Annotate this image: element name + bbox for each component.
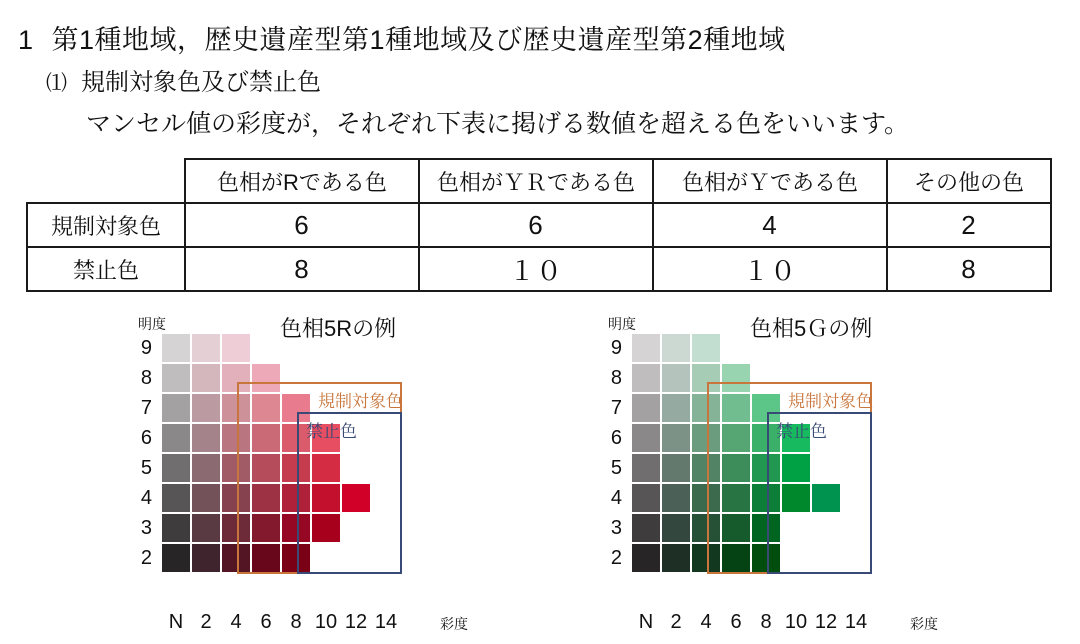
y-axis-tick: 9 bbox=[610, 337, 622, 359]
color-swatch bbox=[192, 514, 220, 542]
chart-title: 色相5Rの例 bbox=[280, 316, 397, 341]
forbidden-region-tag: 禁止色 bbox=[776, 421, 827, 441]
color-swatch bbox=[632, 484, 660, 512]
chart-title: 色相5Ｇの例 bbox=[750, 316, 873, 341]
x-axis-tick: 14 bbox=[844, 611, 868, 633]
heading-title: 第1種地域，歴史遺産型第1種地域及び歴史遺産型第2種地域 bbox=[51, 25, 786, 55]
cell-regulated-r: 6 bbox=[185, 203, 419, 247]
x-axis-label: 彩度 bbox=[440, 616, 468, 632]
table-header-hue-y: 色相がＹである色 bbox=[653, 159, 887, 203]
color-swatch bbox=[162, 484, 190, 512]
color-swatch bbox=[662, 484, 690, 512]
y-axis-tick: 2 bbox=[140, 547, 152, 569]
table-header-other: その他の色 bbox=[887, 159, 1051, 203]
color-swatch bbox=[632, 364, 660, 392]
y-axis-tick: 3 bbox=[610, 517, 622, 539]
x-axis-tick: 4 bbox=[230, 611, 242, 633]
cell-forbidden-r: 8 bbox=[185, 247, 419, 291]
table-row bbox=[27, 203, 1051, 247]
x-axis-label: 彩度 bbox=[910, 616, 938, 632]
color-swatch bbox=[632, 334, 660, 362]
y-axis-tick: 4 bbox=[610, 487, 622, 509]
y-axis-label: 明度 bbox=[138, 316, 166, 332]
x-axis-tick: 10 bbox=[784, 611, 808, 633]
color-swatch bbox=[632, 454, 660, 482]
color-swatch bbox=[162, 394, 190, 422]
section-heading bbox=[46, 62, 321, 97]
color-swatch bbox=[662, 514, 690, 542]
cell-regulated-yr: 6 bbox=[419, 203, 653, 247]
cell-forbidden-yr: １０ bbox=[419, 247, 653, 291]
y-axis-tick: 5 bbox=[140, 457, 152, 479]
heading-number: 1 bbox=[18, 25, 34, 55]
color-swatch bbox=[192, 334, 220, 362]
table-header-hue-r: 色相がRである色 bbox=[185, 159, 419, 203]
lead-paragraph: マンセル値の彩度が，それぞれ下表に掲げる数値を超える色をいいます。 bbox=[86, 110, 910, 138]
y-axis-tick: 2 bbox=[610, 547, 622, 569]
x-axis-tick: 6 bbox=[260, 611, 272, 633]
x-axis-tick: N bbox=[168, 611, 184, 633]
table-header-hue-yr: 色相がＹＲである色 bbox=[419, 159, 653, 203]
chart-hue-5g bbox=[580, 306, 1000, 636]
y-axis-tick: 6 bbox=[610, 427, 622, 449]
color-swatch bbox=[662, 364, 690, 392]
table-row bbox=[27, 247, 1051, 291]
color-swatch bbox=[192, 544, 220, 572]
x-axis-tick: 14 bbox=[374, 611, 398, 633]
regulated-region-tag: 規制対象色 bbox=[318, 391, 403, 411]
y-axis-tick: 7 bbox=[610, 397, 622, 419]
x-axis-tick: 8 bbox=[290, 611, 302, 633]
row-label-regulated: 規制対象色 bbox=[27, 203, 185, 247]
color-swatch bbox=[162, 334, 190, 362]
color-swatch bbox=[662, 394, 690, 422]
y-axis-tick: 3 bbox=[140, 517, 152, 539]
color-swatch bbox=[162, 514, 190, 542]
cell-forbidden-y: １０ bbox=[653, 247, 887, 291]
color-swatch bbox=[222, 334, 250, 362]
cell-forbidden-other: 8 bbox=[887, 247, 1051, 291]
cell-regulated-other: 2 bbox=[887, 203, 1051, 247]
color-swatch bbox=[192, 364, 220, 392]
color-swatch bbox=[632, 424, 660, 452]
y-axis-tick: 5 bbox=[610, 457, 622, 479]
regulated-region-tag: 規制対象色 bbox=[788, 391, 873, 411]
x-axis-tick: N bbox=[638, 611, 654, 633]
color-swatch bbox=[162, 424, 190, 452]
x-axis-tick: 2 bbox=[200, 611, 212, 633]
y-axis-tick: 8 bbox=[140, 367, 152, 389]
section-number: ⑴ bbox=[46, 72, 67, 95]
forbidden-region-tag: 禁止色 bbox=[306, 421, 357, 441]
chart-hue-5r bbox=[110, 306, 530, 636]
color-swatch bbox=[632, 514, 660, 542]
color-swatch bbox=[662, 424, 690, 452]
color-swatch bbox=[662, 544, 690, 572]
color-swatch bbox=[632, 394, 660, 422]
color-swatch bbox=[692, 334, 720, 362]
page-heading bbox=[18, 18, 786, 57]
x-axis-tick: 6 bbox=[730, 611, 742, 633]
x-axis-tick: 12 bbox=[814, 611, 838, 633]
color-swatch bbox=[192, 484, 220, 512]
color-spec-table bbox=[26, 158, 1052, 292]
x-axis-tick: 10 bbox=[314, 611, 338, 633]
row-label-forbidden: 禁止色 bbox=[27, 247, 185, 291]
color-swatch bbox=[632, 544, 660, 572]
y-axis-tick: 4 bbox=[140, 487, 152, 509]
color-swatch bbox=[192, 394, 220, 422]
y-axis-tick: 6 bbox=[140, 427, 152, 449]
table-header-row bbox=[27, 159, 1051, 203]
y-axis-label: 明度 bbox=[608, 316, 636, 332]
color-swatch bbox=[162, 544, 190, 572]
color-swatch bbox=[192, 424, 220, 452]
x-axis-tick: 12 bbox=[344, 611, 368, 633]
color-swatch bbox=[162, 364, 190, 392]
color-swatch bbox=[162, 454, 190, 482]
y-axis-tick: 7 bbox=[140, 397, 152, 419]
color-swatch bbox=[192, 454, 220, 482]
x-axis-tick: 8 bbox=[760, 611, 772, 633]
cell-regulated-y: 4 bbox=[653, 203, 887, 247]
x-axis-tick: 4 bbox=[700, 611, 712, 633]
y-axis-tick: 9 bbox=[140, 337, 152, 359]
y-axis-tick: 8 bbox=[610, 367, 622, 389]
color-swatch bbox=[662, 334, 690, 362]
x-axis-tick: 2 bbox=[670, 611, 682, 633]
section-title: 規制対象色及び禁止色 bbox=[81, 69, 321, 96]
table-corner-cell bbox=[27, 159, 185, 203]
color-swatch bbox=[662, 454, 690, 482]
